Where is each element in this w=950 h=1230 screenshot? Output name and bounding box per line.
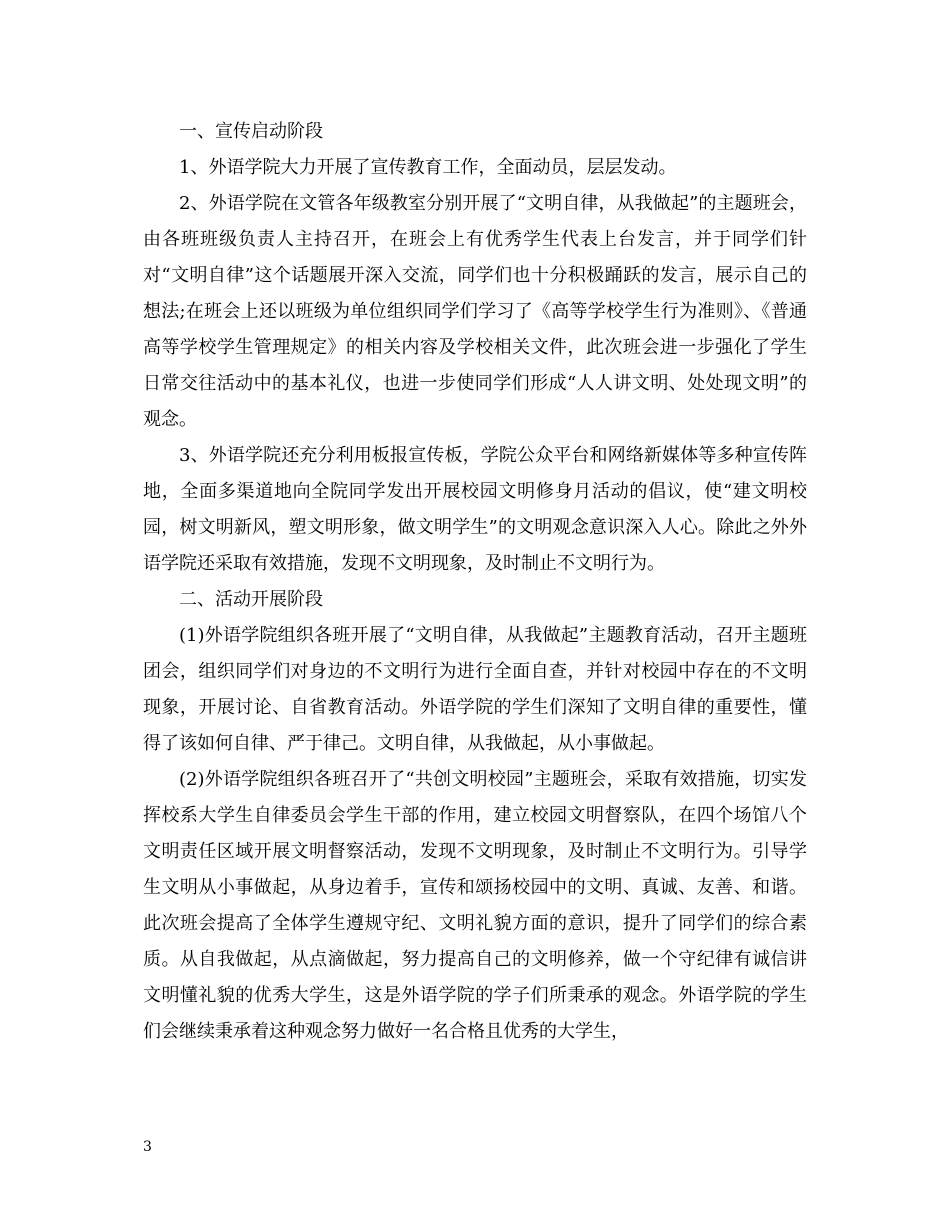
paragraph-item-2: 2、外语学院在文管各年级教室分别开展了“文明自律，从我做起”的主题班会，由各班班级负责人主持召开，在班会上有优秀学生代表上台发言，并于同学们针对“文明自律”这个话题展开深入交流，同学们也十分积极踊跃的发言，展示自己的想法;在班会上还以班级为单位组织同学们学习了《高等学校学生行为准则》、《普通高等学校学生管理规定》的相关内容及学校相关文件，此次班会进一步强化了学生日常交往活动中的基本礼仪，也进一步使同学们形成“人人讲文明、处处现文明”的观念。: [143, 193, 807, 430]
paragraph-activity-2: (2)外语学院组织各班召开了“共创文明校园”主题班会，采取有效措施，切实发挥校系大学生自律委员会学生干部的作用，建立校园文明督察队，在四个场馆八个文明责任区域开展文明督察活动，发现不文明现象，及时制止不文明行为。引导学生文明从小事做起，从身边着手，宣传和颂扬校园中的文明、真诚、友善、和谐。此次班会提高了全体学生遵规守纪、文明礼貌方面的意识，提升了同学们的综合素质。从自我做起，从点滴做起，努力提高自己的文明修养，做一个守纪律有诚信讲文明懂礼貌的优秀大学生，这是外语学院的学子们所秉承的观念。外语学院的学生们会继续秉承着这种观念努力做好一名合格且优秀的大学生，: [143, 769, 807, 1042]
document-body: [143, 114, 807, 1050]
section-heading-publicity-launch: 一、宣传启动阶段: [179, 121, 323, 142]
section-heading-activity-stage: 二、活动开展阶段: [179, 589, 323, 610]
paragraph-item-3: 3、外语学院还充分利用板报宣传板，学院公众平台和网络新媒体等多种宣传阵地，全面多渠道地向全院同学发出开展校园文明修身月活动的倡议，使“建文明校园，树文明新风，塑文明形象，做文明学生”的文明观念意识深入人心。除此之外外语学院还采取有效措施，发现不文明现象，及时制止不文明行为。: [143, 445, 807, 574]
page-number: 3: [143, 1139, 152, 1155]
paragraph-item-1: 1、外语学院大力开展了宣传教育工作，全面动员，层层发动。: [179, 157, 677, 178]
paragraph-activity-1: (1)外语学院组织各班开展了“文明自律，从我做起”主题教育活动，召开主题班团会，组织同学们对身边的不文明行为进行全面自查，并针对校园中存在的不文明现象，开展讨论、自省教育活动。外语学院的学生们深知了文明自律的重要性，懂得了该如何自律、严于律己。文明自律，从我做起，从小事做起。: [143, 625, 807, 754]
